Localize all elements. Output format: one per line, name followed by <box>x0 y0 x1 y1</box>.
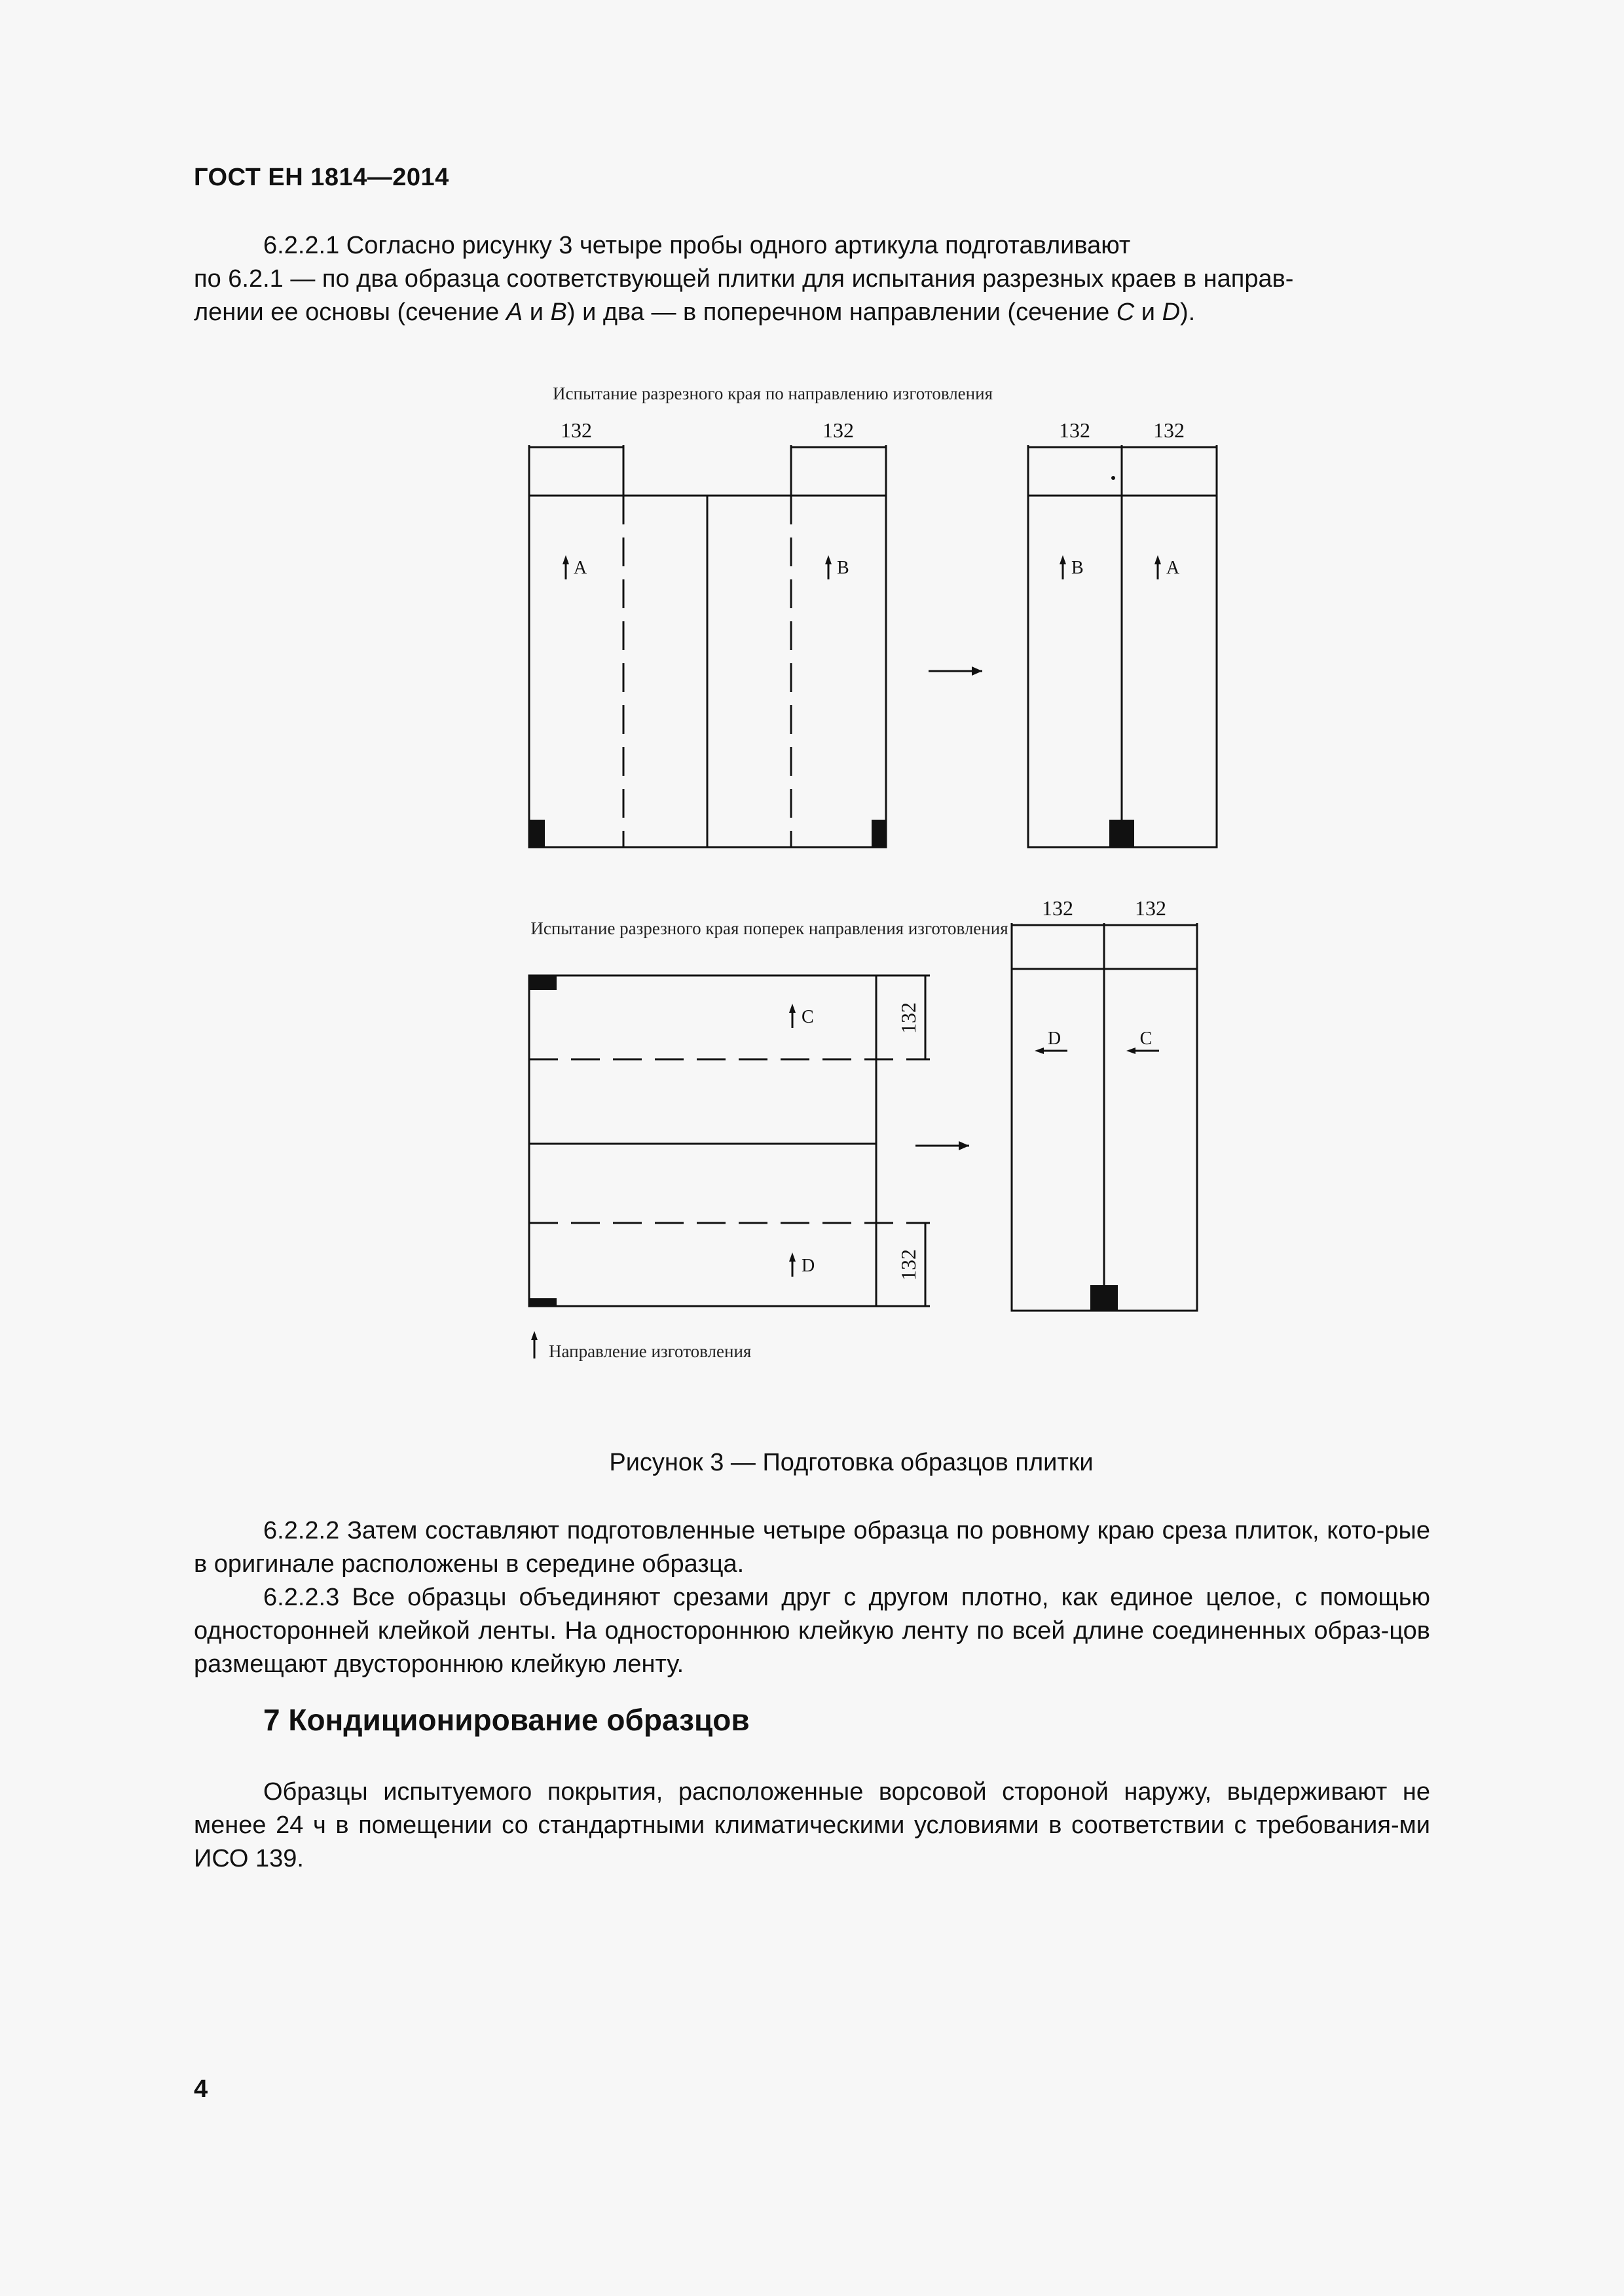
corner-marker <box>1109 820 1134 847</box>
arrow-head <box>1060 555 1066 564</box>
section-label-b: B <box>837 558 849 578</box>
arrow-head <box>563 555 569 564</box>
arrow-head <box>1154 555 1161 564</box>
dimension-label: 132 <box>1042 896 1073 920</box>
transform-arrow-top-head <box>972 666 982 676</box>
figure-caption: Рисунок 3 — Подготовка образцов плитки <box>609 1449 1094 1476</box>
figure-top-title: Испытание разрезного края по направлению изготовления <box>553 384 993 403</box>
corner-marker <box>529 1298 557 1306</box>
corner-marker <box>529 975 557 990</box>
dimension-label: 132 <box>1135 896 1166 920</box>
paragraph-6-2-2-3 <box>194 1581 1430 1681</box>
ink-dot <box>1111 476 1115 480</box>
section-letter-a: A <box>506 299 523 326</box>
arrow-head <box>825 555 832 564</box>
section-letter-c: C <box>1116 299 1135 326</box>
figure-bottom-title: Испытание разрезного края поперек направления изготовления <box>530 919 1008 938</box>
dimension-label: 132 <box>561 418 592 442</box>
conjunction: и <box>1134 299 1162 326</box>
dimension-label: 132 <box>1059 418 1090 442</box>
paragraph-6-2-2-2-text: 6.2.2.2 Затем составляют подготовленные четыре образца по ровному краю среза плиток, кото-рые в оригинале расположены в середине образца. <box>194 1517 1430 1578</box>
paragraph-6-2-2-3-text: 6.2.2.3 Все образцы объединяют срезами друг с другом плотно, как единое целое, с помощью односторонней клейкой ленты. На одностороннюю клейкую ленту по всей длине соединенных образ-цов размещают двустороннюю клейкую ленту. <box>194 1584 1430 1678</box>
section-title: 7 Кондиционирование образцов <box>263 1703 750 1737</box>
paragraph-7-text: Образцы испытуемого покрытия, расположенные ворсовой стороной наружу, выдерживают не менее 24 ч в помещении со стандартными климатическими условиями в соответствии с требования-ми ИСО 139. <box>194 1778 1430 1872</box>
paragraph-7 <box>194 1776 1430 1876</box>
bottom-left-tile-outline <box>529 975 876 1306</box>
paragraph-6-2-2-1-line-3b: ) и два — в поперечном направлении (сечение <box>566 299 1116 326</box>
corner-marker <box>872 820 886 847</box>
dimension-label: 132 <box>896 1249 920 1281</box>
section-label-a: A <box>574 558 587 578</box>
paragraph-6-2-2-2 <box>194 1514 1430 1581</box>
paragraph-6-2-2-1-line-2: по 6.2.1 — по два образца соответствующей плитки для испытания разрезных краев в направ- <box>194 265 1294 293</box>
arrow-head <box>789 1004 796 1013</box>
transform-arrow-bottom-head <box>959 1141 969 1150</box>
dimension-label: 132 <box>1153 418 1185 442</box>
section-label-d: D <box>1047 1029 1061 1049</box>
dimension-label: 132 <box>896 1002 920 1034</box>
paragraph-end: ). <box>1180 299 1196 326</box>
arrow-head <box>1126 1048 1135 1054</box>
section-label-c: C <box>802 1007 814 1027</box>
corner-marker <box>529 820 545 847</box>
conjunction: и <box>523 299 551 326</box>
section-letter-b: B <box>550 299 567 326</box>
section-label-c: C <box>1139 1029 1153 1049</box>
legend-arrow-head <box>531 1331 538 1340</box>
arrow-head <box>789 1252 796 1262</box>
section-label-d: D <box>802 1256 815 1276</box>
section-label-b: B <box>1071 558 1084 578</box>
paragraph-6-2-2-1-line-3: лении ее основы (сечение <box>194 299 506 326</box>
section-letter-d: D <box>1162 299 1181 326</box>
arrow-head <box>1035 1048 1044 1054</box>
dimension-label: 132 <box>822 418 854 442</box>
section-label-a: A <box>1166 558 1180 578</box>
paragraph-6-2-2-1-line-1: 6.2.2.1 Согласно рисунку 3 четыре пробы одного артикула подготавливают <box>263 232 1131 259</box>
document-header: ГОСТ ЕН 1814—2014 <box>194 164 449 191</box>
corner-marker <box>1090 1285 1118 1311</box>
page-number: 4 <box>194 2075 208 2103</box>
figure-legend: Направление изготовления <box>549 1341 752 1361</box>
